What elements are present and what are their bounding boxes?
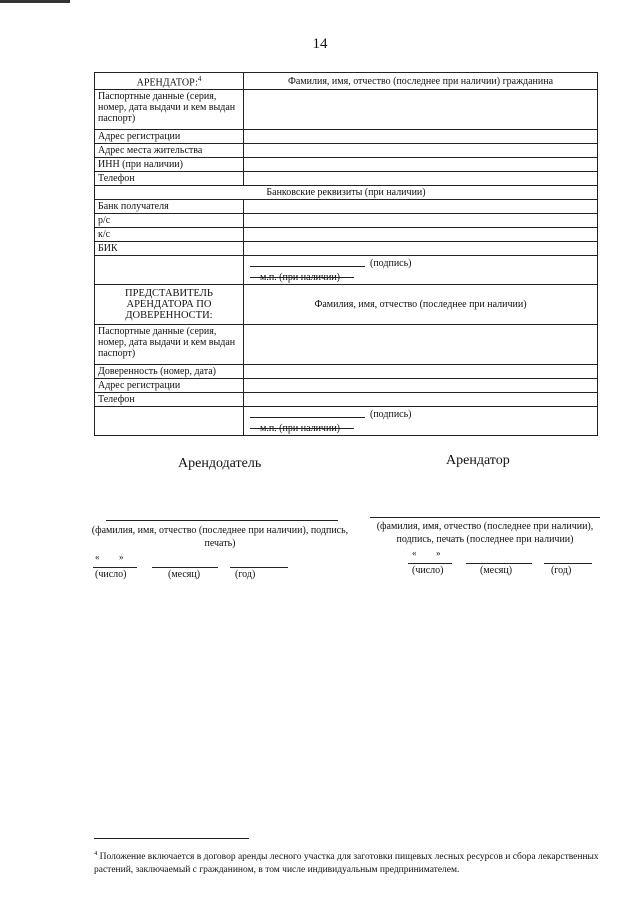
page-number: 14 bbox=[312, 36, 328, 52]
footnote-text: Положение включается в договор аренды лесного участка для заготовки пищевых лесных ресурсов и сбора лекарственных растений, заключаемый с гражданином, в том числе индивидуальным предпринимателем. bbox=[94, 852, 599, 876]
tenant-stamp-label: м.п. (при наличии) bbox=[260, 272, 340, 284]
bank-field-name: Банк получателя bbox=[95, 200, 244, 214]
bank-value-account[interactable] bbox=[244, 214, 598, 228]
tenant-quote-open: « bbox=[412, 548, 417, 558]
footnote-rule bbox=[94, 838, 249, 839]
tenant-signature-line-bottom[interactable] bbox=[370, 517, 600, 518]
tenant-year-line[interactable] bbox=[544, 563, 592, 564]
tenant-value-phone[interactable] bbox=[244, 172, 598, 186]
bank-value-bik[interactable] bbox=[244, 242, 598, 256]
rep-stamp-label: м.п. (при наличии) bbox=[260, 423, 340, 435]
footnote-ref: 4 bbox=[94, 850, 98, 857]
tenant-block-title: Арендатор bbox=[446, 453, 510, 468]
landlord-year-line[interactable] bbox=[230, 567, 288, 568]
landlord-signature-line[interactable] bbox=[106, 520, 338, 521]
tenant-signature-cell[interactable] bbox=[244, 256, 598, 285]
footnote bbox=[94, 847, 606, 877]
rep-signature-cell[interactable] bbox=[244, 407, 598, 436]
tenant-quote-close: » bbox=[436, 548, 441, 558]
bank-field-account: р/с bbox=[95, 214, 244, 228]
corner-scan-mark bbox=[0, 0, 70, 3]
rep-field-reg-address: Адрес регистрации bbox=[95, 379, 244, 393]
tenant-title-cell bbox=[95, 73, 244, 90]
bank-field-bik: БИК bbox=[95, 242, 244, 256]
landlord-month-line[interactable] bbox=[152, 567, 218, 568]
rep-field-passport: Паспортные данные (серия, номер, дата выдачи и кем выдан паспорт) bbox=[95, 325, 244, 365]
tenant-field-inn: ИНН (при наличии) bbox=[95, 158, 244, 172]
tenant-value-home-address[interactable] bbox=[244, 144, 598, 158]
tenant-month-line[interactable] bbox=[466, 563, 532, 564]
representative-title: ПРЕДСТАВИТЕЛЬ АРЕНДАТОРА ПО ДОВЕРЕННОСТИ: bbox=[95, 285, 244, 325]
landlord-day-label: (число) bbox=[95, 569, 127, 580]
bank-value-name[interactable] bbox=[244, 200, 598, 214]
representative-name-header: Фамилия, имя, отчество (последнее при наличии) bbox=[244, 285, 598, 325]
landlord-day-line[interactable] bbox=[93, 567, 137, 568]
rep-value-reg-address[interactable] bbox=[244, 379, 598, 393]
tenant-signature-empty bbox=[95, 256, 244, 285]
rep-value-power-of-attorney[interactable] bbox=[244, 365, 598, 379]
tenant-day-label: (число) bbox=[412, 565, 444, 576]
tenant-name-header: Фамилия, имя, отчество (последнее при наличии) гражданина bbox=[244, 73, 598, 90]
bank-details-header: Банковские реквизиты (при наличии) bbox=[95, 186, 598, 200]
tenant-year-label: (год) bbox=[551, 565, 572, 576]
landlord-quote-close: » bbox=[119, 552, 124, 562]
landlord-quote-open: « bbox=[95, 552, 100, 562]
tenant-title: АРЕНДАТОР: bbox=[136, 77, 198, 89]
tenant-field-passport: Паспортные данные (серия, номер, дата выдачи и кем выдан паспорт) bbox=[95, 90, 244, 130]
tenant-day-line[interactable] bbox=[408, 563, 452, 564]
tenant-value-reg-address[interactable] bbox=[244, 130, 598, 144]
rep-value-passport[interactable] bbox=[244, 325, 598, 365]
tenant-signature-label: (подпись) bbox=[370, 258, 412, 270]
bank-value-corr-account[interactable] bbox=[244, 228, 598, 242]
tenant-value-passport[interactable] bbox=[244, 90, 598, 130]
landlord-month-label: (месяц) bbox=[168, 569, 201, 580]
landlord-year-label: (год) bbox=[235, 569, 256, 580]
rep-field-phone: Телефон bbox=[95, 393, 244, 407]
landlord-caption: (фамилия, имя, отчество (последнее при наличии), подпись, печать) bbox=[91, 525, 349, 549]
bank-field-corr-account: к/с bbox=[95, 228, 244, 242]
requisites-table bbox=[94, 72, 598, 436]
rep-field-power-of-attorney: Доверенность (номер, дата) bbox=[95, 365, 244, 379]
landlord-title: Арендодатель bbox=[178, 456, 262, 471]
rep-value-phone[interactable] bbox=[244, 393, 598, 407]
tenant-field-home-address: Адрес места жительства bbox=[95, 144, 244, 158]
tenant-value-inn[interactable] bbox=[244, 158, 598, 172]
tenant-field-reg-address: Адрес регистрации bbox=[95, 130, 244, 144]
tenant-signature-line bbox=[250, 266, 365, 267]
tenant-month-label: (месяц) bbox=[480, 565, 513, 576]
tenant-block-caption: (фамилия, имя, отчество (последнее при наличии), подпись, печать (последнее при наличии) bbox=[376, 521, 594, 545]
rep-signature-empty bbox=[95, 407, 244, 436]
rep-signature-line bbox=[250, 417, 365, 418]
rep-signature-label: (подпись) bbox=[370, 409, 412, 421]
tenant-footnote-ref: 4 bbox=[197, 75, 202, 83]
tenant-field-phone: Телефон bbox=[95, 172, 244, 186]
